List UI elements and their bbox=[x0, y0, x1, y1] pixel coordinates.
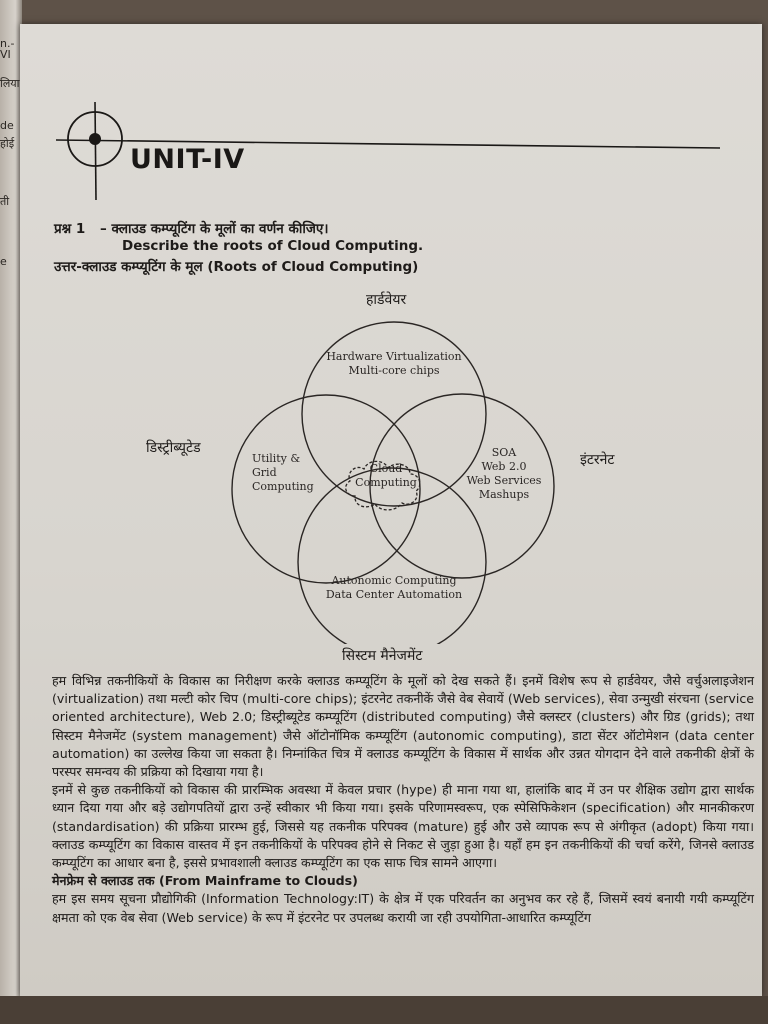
spine-fragment: होई bbox=[0, 137, 15, 150]
page-bottom-edge bbox=[0, 996, 768, 1024]
circle-internet-line: Web Services bbox=[466, 474, 542, 487]
unit-title: UNIT-IV bbox=[130, 144, 245, 175]
circle-distributed-line: Utility & bbox=[252, 452, 301, 465]
paragraph: हम इस समय सूचना प्रौद्योगिकी (Information Technology:IT) के क्षेत्र में एक परिवर्तन का अनुभव कर रहे हैं, जिसमें स्वयं बनायी गयी कम्प्यूटिंग क्षमता को एक वेब सेवा (Web service) के रूप में इंटरनेट पर उपलब्ध करायी जा रही उपयोगिता-आधारित कम्प्यूटिंग bbox=[52, 891, 754, 925]
circle-distributed-line: Grid bbox=[252, 466, 277, 479]
spine-fragment: de bbox=[0, 119, 14, 132]
circle-system-management-text bbox=[316, 574, 472, 602]
diagram-label-hardware: हार्डवेयर bbox=[366, 292, 407, 308]
body-text bbox=[52, 672, 754, 927]
center-cloud-line: Computing bbox=[355, 476, 417, 489]
circle-internet-text bbox=[454, 446, 554, 502]
circle-hardware-line: Multi-core chips bbox=[348, 364, 440, 377]
book-spine bbox=[0, 0, 22, 1024]
spine-fragment: लिया bbox=[0, 77, 20, 90]
circle-distributed-text bbox=[252, 452, 312, 494]
circle-hardware-text bbox=[316, 350, 472, 378]
spine-fragment: e bbox=[0, 255, 7, 268]
diagram-label-distributed: डिस्ट्रीब्यूटेड bbox=[146, 440, 201, 456]
circle-system-management-line: Autonomic Computing bbox=[331, 574, 457, 587]
circle-distributed-line: Computing bbox=[252, 480, 314, 493]
question-label: प्रश्न 1 bbox=[54, 221, 86, 237]
circle-internet-line: SOA bbox=[491, 446, 517, 459]
paragraph: हम विभिन्न तकनीकियों के विकास का निरीक्षण करके क्लाउड कम्प्यूटिंग के मूलों को देख सकते हैं। इनमें विशेष रूप से हार्डवेयर, जैसे वर्चुअलाइजेशन (virtualization) तथा मल्टी कोर चिप (multi-core chips); इंटरनेट तकनीकें जैसे वेब सेवायें (Web services), सेवा उन्मुखी संरचना (service oriented architecture), Web 2.0; डिस्ट्रीब्यूटेड कम्प्यूटिंग (distributed computing) जैसे क्लस्टर (clusters) और ग्रिड (grids); तथा सिस्टम मैनेजमेंट (system management) जैसे ऑटोनॉमिक कम्प्यूटिंग (autonomic computing), डाटा सेंटर ऑटोमेशन (data center automation) का उल्लेख किया जा सकता है। निम्नांकित चित्र में क्लाउड कम्प्यूटिंग के विकास में सार्थक और उन्नत योगदान देने वाले तकनीकी क्षेत्रों के परस्पर समन्वय की प्रक्रिया को दिखाया गया है। bbox=[52, 673, 754, 780]
circle-internet-line: Web 2.0 bbox=[481, 460, 527, 473]
center-cloud-line: Cloud bbox=[369, 462, 403, 475]
spine-fragment: n.-VI bbox=[0, 37, 15, 61]
paragraph: इनमें से कुछ तकनीकियों को विकास की प्रारम्भिक अवस्था में केवल प्रचार (hype) ही माना गया था, हालांकि बाद में उन पर शैक्षिक उद्योग द्वारा सार्थक ध्यान दिया गया और बड़े उद्योगपतियों द्वारा उन्हें स्वीकार भी किया गया। इसके परिणामस्वरूप, एक स्पेसिफिकेशन (specification) और मानकीकरण (standardisation) की प्रक्रिया प्रारम्भ हुई, जिससे यह तकनीक परिपक्व (mature) हुई और उसे व्यापक रूप से अंगीकृत (adopt) किया गया। क्लाउड कम्प्यूटिंग का विकास वास्तव में इन तकनीकियों के परिपक्व होने से निकट से जुड़ा हुआ है। यहाँ हम इन तकनीकियों की चर्चा करेंगे, जिनसे क्लाउड कम्प्यूटिंग का आधार बना है, इससे प्रभावशाली क्लाउड कम्प्यूटिंग का एक साफ चित्र सामने आएगा। bbox=[52, 782, 754, 871]
center-cloud-text bbox=[350, 462, 422, 490]
answer-heading: उत्तर-क्लाउड कम्प्यूटिंग के मूल (Roots of Cloud Computing) bbox=[54, 259, 419, 275]
spine-fragment: ती bbox=[0, 195, 10, 208]
circle-hardware-line: Hardware Virtualization bbox=[326, 350, 462, 363]
question-line bbox=[54, 219, 328, 237]
diagram-label-internet: इंटरनेट bbox=[580, 452, 615, 468]
unit-header-ornament bbox=[20, 24, 762, 224]
circle-internet-line: Mashups bbox=[478, 488, 530, 501]
subheading: मेनफ्रेम से क्लाउड तक (From Mainframe to Clouds) bbox=[52, 873, 358, 889]
diagram-label-system-management: सिस्टम मैनेजमेंट bbox=[342, 648, 423, 664]
question-english: Describe the roots of Cloud Computing. bbox=[122, 238, 424, 254]
book-page bbox=[20, 24, 762, 996]
circle-system-management-line: Data Center Automation bbox=[325, 588, 463, 601]
question-hindi: – क्लाउड कम्प्यूटिंग के मूलों का वर्णन कीजिए। bbox=[100, 221, 329, 237]
